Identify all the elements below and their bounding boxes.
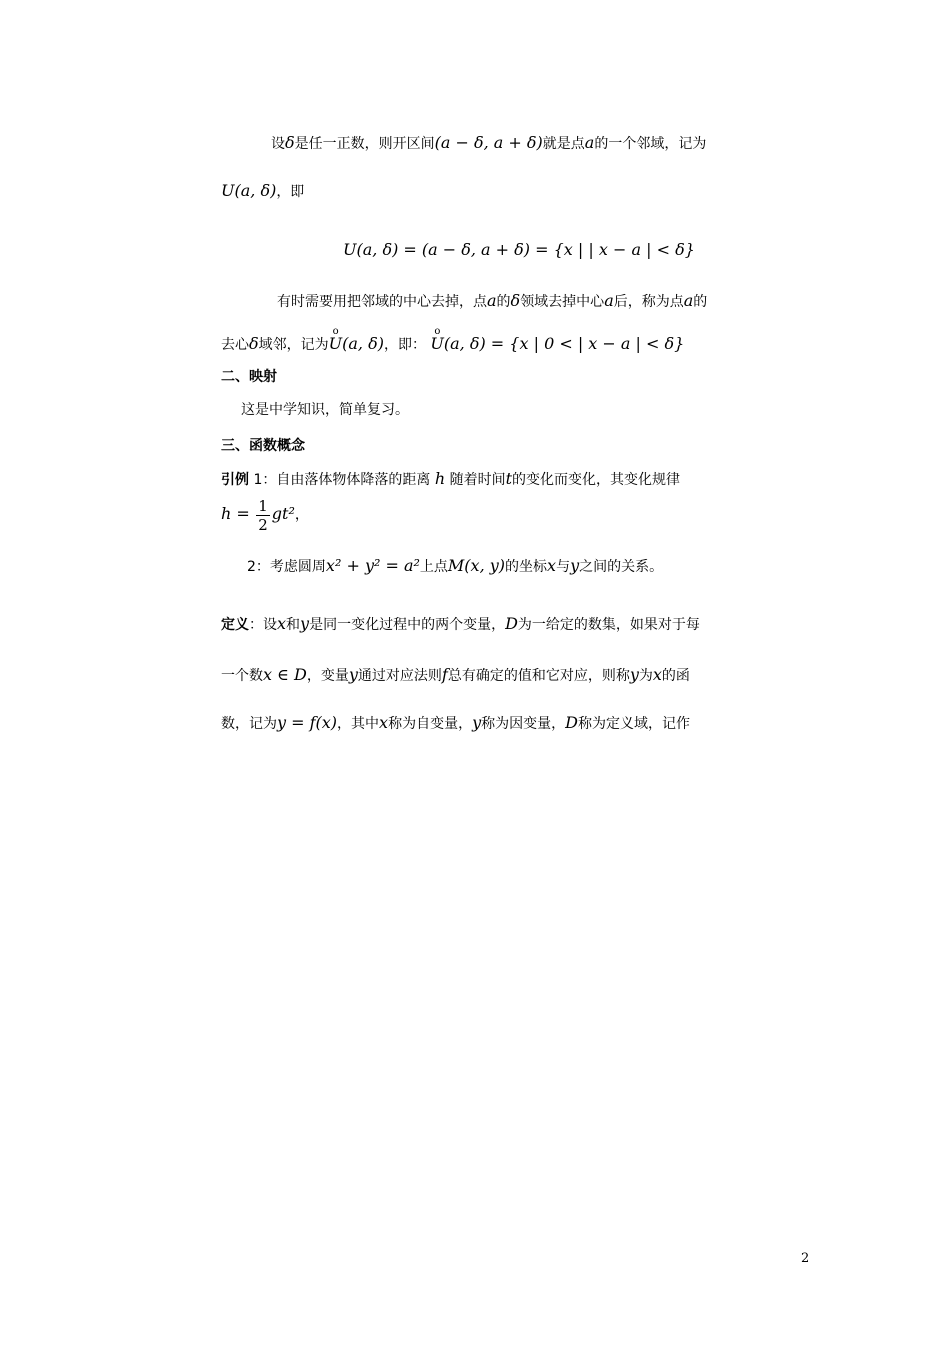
definition-label: 定义 — [221, 617, 249, 633]
math-deleted-u: o U(a, δ) — [329, 334, 384, 354]
text: 域邻，记为 — [258, 337, 329, 353]
definition-line-3 — [221, 713, 690, 734]
math-u-neighborhood: U(a, δ) — [221, 181, 277, 200]
free-fall-formula — [221, 494, 309, 535]
math-h: h — [434, 469, 446, 488]
formula-neighborhood — [343, 240, 695, 261]
math-lhs: h = — [221, 504, 250, 523]
definition-line-2 — [221, 665, 690, 686]
text: 的变化而变化，其变化规律 — [512, 472, 681, 488]
math-x: x — [547, 556, 557, 575]
math-y: y — [300, 614, 310, 633]
text: 数，记为 — [221, 716, 277, 732]
math-y: y — [472, 713, 482, 732]
text: ， — [294, 507, 309, 523]
math-a: a — [584, 133, 595, 152]
paragraph-deleted-notation — [221, 334, 684, 355]
text: ，即： — [383, 337, 426, 353]
text: 的 — [693, 294, 708, 310]
math-formula: U(a, δ) = (a − δ, a + δ) = {x | | x − a | < δ} — [343, 240, 695, 259]
math-rhs: gt² — [271, 504, 295, 523]
heading-mapping: 二、映射 — [221, 369, 277, 385]
math-D: D — [565, 713, 578, 732]
paragraph-deleted-neighborhood — [277, 291, 707, 312]
math-x: x — [652, 665, 662, 684]
math-y: y — [570, 556, 580, 575]
text: 是同一变化过程中的两个变量， — [309, 617, 506, 633]
text: 称为定义域，记作 — [577, 716, 690, 732]
math-deleted-u-formula: o U(a, δ) = {x | 0 < | x − a | < δ} — [430, 334, 684, 354]
text: 和 — [286, 617, 301, 633]
definition-line-1 — [221, 614, 700, 635]
example-1 — [221, 469, 680, 490]
text: 称为因变量， — [481, 716, 566, 732]
text: ，其中 — [337, 716, 380, 732]
text: 的一个邻域，记为 — [594, 136, 707, 152]
math-interval: (a − δ, a + δ) — [434, 133, 543, 152]
text: 通过对应法则 — [357, 668, 442, 684]
math-D: D — [505, 614, 518, 633]
text: 称为自变量， — [388, 716, 473, 732]
math-y: y — [629, 665, 639, 684]
math-circle-eq: x² + y² = a² — [325, 556, 420, 575]
fraction-one-half — [256, 497, 270, 534]
text: 上点 — [419, 559, 448, 575]
math-x-in-D: x ∈ D — [263, 665, 307, 684]
paragraph-notation — [221, 181, 304, 202]
text: 2：考虑圆周 — [247, 559, 326, 575]
denominator: 2 — [258, 515, 268, 534]
math-delta: δ — [249, 334, 259, 353]
heading-function-concept: 三、函数概念 — [221, 438, 305, 454]
text: 的坐标 — [505, 559, 548, 575]
text: 就是点 — [542, 136, 585, 152]
paragraph-neighborhood-def — [271, 133, 706, 154]
numerator: 1 — [258, 496, 268, 515]
text: 之间的关系。 — [579, 559, 664, 575]
text: ，即 — [276, 184, 305, 200]
text: 1：自由落体物体降落的距离 — [253, 472, 431, 488]
example-2 — [247, 556, 663, 577]
page-number: 2 — [801, 1251, 810, 1266]
text: 有时需要用把邻域的中心去掉，点 — [277, 294, 487, 310]
math-point: M(x, y) — [447, 556, 506, 575]
text: 是任一正数，则开区间 — [294, 136, 435, 152]
text: ：设 — [249, 617, 277, 633]
math-function-eq: y = f(x) — [277, 713, 338, 732]
text: 的 — [496, 294, 511, 310]
text: 领域去掉中心 — [520, 294, 605, 310]
paragraph-review: 这是中学知识，简单复习。 — [241, 402, 409, 418]
example-label: 引例 — [221, 472, 249, 488]
math-f: f — [441, 665, 448, 684]
math-delta: δ — [285, 133, 295, 152]
text: 一个数 — [221, 668, 263, 684]
math-x: x — [379, 713, 389, 732]
text: 总有确定的值和它对应，则称 — [447, 668, 630, 684]
text: 的函 — [661, 668, 690, 684]
text: 后，称为点 — [613, 294, 684, 310]
text: 设 — [271, 136, 285, 152]
math-y: y — [348, 665, 358, 684]
text: 去心 — [221, 337, 249, 353]
math-a: a — [487, 291, 497, 310]
text: 为 — [638, 668, 653, 684]
text: ，变量 — [306, 668, 349, 684]
math-delta: δ — [510, 291, 521, 310]
math-t: t — [505, 469, 513, 488]
math-x: x — [277, 614, 287, 633]
text: 随着时间 — [449, 472, 506, 488]
text: 与 — [556, 559, 571, 575]
math-a: a — [683, 291, 694, 310]
text: 为一给定的数集，如果对于每 — [517, 617, 700, 633]
math-a: a — [604, 291, 614, 310]
